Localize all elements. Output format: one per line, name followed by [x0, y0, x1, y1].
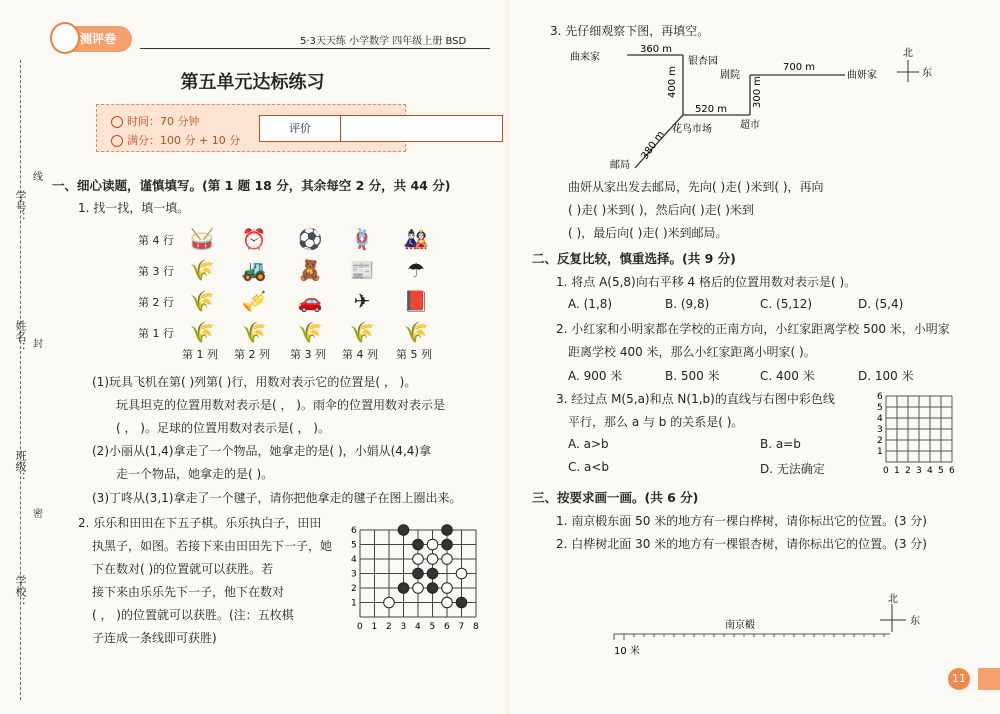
grid-item-icon: 🌾	[189, 258, 215, 282]
black-stone[interactable]	[442, 525, 453, 536]
axis-tick: 5	[938, 466, 944, 476]
time-text: 时间：70 分钟	[127, 115, 200, 128]
name-label: 姓名：	[14, 320, 27, 353]
place-label: 邮局	[610, 160, 630, 171]
axis-tick: 5	[429, 622, 436, 632]
place-label: 超市	[740, 120, 760, 131]
option[interactable]: C. a<b	[568, 460, 610, 474]
north-label: 北	[903, 48, 913, 59]
grid-item-icon: 🌾	[241, 320, 267, 344]
q2-line: 2. 乐乐和田田在下五子棋。乐乐执白子，田田	[78, 516, 322, 530]
s2-q2: 2. 小红家和小明家都在学校的正南方向，小红家距离学校 500 米，小明家	[556, 322, 950, 336]
axis-tick: 1	[894, 466, 900, 476]
column-label: 第 5 列	[396, 348, 432, 361]
white-stone[interactable]	[384, 597, 395, 608]
option[interactable]: D. (5,4)	[858, 297, 904, 311]
side-mark: 密	[33, 509, 43, 520]
section-1-heading: 一、细心读题，谨慎填写。(第 1 题 18 分，其余每空 2 分，共 44 分)	[52, 178, 451, 193]
distance-label: 700 m	[783, 62, 816, 73]
axis-tick: 3	[877, 425, 883, 435]
grid-item-icon: 🎺	[241, 289, 267, 313]
q1-line: 走一个物品，她拿走的是( )。	[116, 467, 274, 481]
page-number: 11	[948, 668, 970, 690]
s2-q1: 1. 将点 A(5,8)向右平移 4 格后的位置用数对表示是( )。	[556, 275, 857, 289]
s2-q2: 距离学校 400 米，那么小红家距离小明家( )。	[568, 345, 816, 359]
white-stone[interactable]	[442, 554, 453, 565]
grid-item-icon: ⏰	[241, 227, 267, 251]
grid-item-icon: 🧸	[297, 258, 323, 282]
grid-item-icon: 🌾	[297, 320, 323, 344]
axis-tick: 1	[351, 598, 357, 609]
axis-tick: 2	[351, 584, 357, 594]
axis-tick: 4	[927, 466, 933, 476]
black-stone[interactable]	[427, 568, 438, 579]
axis-tick: 2	[877, 436, 883, 446]
grade-box	[259, 115, 503, 142]
option[interactable]: C. (5,12)	[760, 297, 813, 311]
distance-label: 520 m	[695, 104, 728, 115]
grid-item-icon: 🌾	[349, 320, 375, 344]
q1-line: 玩具坦克的位置用数对表示是( ， )。雨伞的位置用数对表示是	[116, 398, 445, 412]
side-mark: 线	[33, 172, 43, 183]
distance-label: 300 m	[752, 75, 763, 108]
east-label: 东	[922, 68, 932, 79]
score-row	[111, 132, 240, 148]
axis-tick: 7	[458, 622, 465, 632]
place-label: 曲来家	[570, 52, 600, 63]
east-label: 东	[910, 616, 920, 627]
grade-field[interactable]	[341, 116, 502, 141]
axis-tick: 6	[444, 622, 450, 632]
q1-line: (2)小丽从(1,4)拿走了一个物品，她拿走的是( )，小娟从(4,4)拿	[92, 444, 432, 458]
axis-tick: 1	[371, 622, 378, 632]
grid-item-icon: 🌾	[189, 320, 215, 344]
axis-tick: 6	[949, 466, 955, 476]
right-page	[510, 0, 1000, 714]
q1-line: ( ， )。足球的位置用数对表示是( ， )。	[116, 421, 330, 435]
coordinate-grid	[872, 390, 984, 485]
column-label: 第 2 列	[234, 348, 270, 361]
axis-tick: 2	[386, 622, 392, 632]
grid-item-icon: 🎎	[403, 227, 429, 251]
s3-q1: 1. 南京椴东面 50 米的地方有一棵白桦树，请你标出它的位置。(3 分)	[556, 514, 927, 528]
black-stone[interactable]	[398, 583, 409, 594]
option[interactable]: D. 无法确定	[760, 462, 825, 476]
section-2-heading: 二、反复比较，慎重选择。(共 9 分)	[532, 251, 736, 266]
s3-q2: 2. 白桦树北面 30 米的地方有一棵银杏树，请你标出它的位置。(3 分)	[556, 537, 927, 551]
axis-tick: 3	[400, 622, 407, 632]
black-stone[interactable]	[398, 525, 409, 536]
tree-label: 南京椴	[725, 620, 755, 631]
black-stone[interactable]	[413, 568, 424, 579]
row-label: 第 4 行	[138, 234, 174, 247]
book-header: 5·3天天练 小学数学 四年级上册 BSD	[300, 36, 467, 47]
axis-tick: 0	[357, 622, 363, 632]
section-3-heading: 三、按要求画一画。(共 6 分)	[532, 490, 699, 505]
student-id-label: 学号：	[14, 190, 27, 223]
test-badge	[52, 26, 132, 52]
q2-line: 执黑子，如图。若接下来由田田先下一子，她	[92, 539, 333, 553]
place-label: 剧院	[720, 70, 740, 81]
grid-item-icon: 📰	[349, 258, 375, 282]
school-label: 学校：	[14, 575, 27, 608]
axis-tick: 4	[351, 555, 357, 565]
q1-title: 1. 找一找，填一填。	[78, 201, 190, 215]
option[interactable]: A. (1,8)	[568, 297, 613, 311]
distance-label: 400 m	[667, 65, 678, 98]
mascot-icon	[50, 22, 80, 54]
clock-icon	[111, 116, 123, 128]
q2-line: 接下来由乐乐先下一子，他下在数对	[92, 585, 285, 599]
axis-tick: 4	[877, 414, 883, 424]
axis-tick: 4	[415, 622, 421, 632]
column-label: 第 1 列	[182, 348, 218, 361]
black-stone[interactable]	[442, 539, 453, 550]
north-label: 北	[888, 594, 898, 605]
white-stone[interactable]	[427, 539, 438, 550]
black-stone[interactable]	[427, 583, 438, 594]
row-label: 第 3 行	[138, 265, 174, 278]
distance-label: 380 m	[639, 129, 667, 162]
option[interactable]: C. 400 米	[760, 369, 815, 383]
white-stone[interactable]	[456, 568, 467, 579]
q3-line: ( )，最后向( )走( )米到邮局。	[568, 226, 728, 240]
info-box	[96, 104, 406, 152]
badge-label: 测评卷	[80, 32, 117, 46]
grid-item-icon: ☂	[407, 258, 425, 282]
axis-tick: 6	[877, 392, 883, 402]
q2-line: 子连成一条线即可获胜)	[92, 631, 217, 645]
score-text: 满分：100 分 + 10 分	[127, 134, 241, 147]
gomoku-board	[352, 515, 487, 630]
grid-item-icon: 🌾	[403, 320, 429, 344]
q1-line: (3)丁咚从(3,1)拿走了一个毽子，请你把他拿走的毽子在图上圈出来。	[92, 491, 462, 505]
route-map	[570, 40, 930, 170]
binding-margin	[0, 0, 50, 714]
edge-tab	[978, 668, 1000, 690]
grid-item-icon: 📕	[403, 289, 429, 313]
grid-item-icon: 🌾	[189, 289, 215, 313]
axis-tick: 3	[916, 466, 922, 476]
grid-item-icon: 🪢	[349, 227, 375, 251]
axis-tick: 5	[877, 403, 883, 413]
white-stone[interactable]	[427, 554, 438, 565]
time-row	[111, 113, 200, 129]
place-label: 花鸟市场	[672, 124, 712, 135]
s2-q3: 3. 经过点 M(5,a)和点 N(1,b)的直线与右图中彩色线	[556, 392, 835, 406]
axis-tick: 0	[883, 466, 889, 476]
compass-icon	[897, 47, 932, 82]
header-rule	[140, 48, 490, 49]
axis-tick: 6	[351, 526, 357, 536]
drawing-area	[610, 592, 940, 662]
place-label: 曲妍家	[847, 70, 877, 81]
row-label: 第 2 行	[138, 296, 174, 309]
grid-item-icon: ⚽	[297, 227, 323, 251]
column-label: 第 3 列	[290, 348, 326, 361]
axis-tick: 5	[351, 540, 357, 551]
white-stone[interactable]	[413, 554, 424, 565]
black-stone[interactable]	[456, 597, 467, 608]
compass-icon	[880, 593, 920, 632]
option[interactable]: B. 500 米	[665, 369, 720, 383]
option[interactable]: A. a>b	[568, 437, 609, 451]
place-label: 银杏园	[688, 56, 718, 67]
page-title: 第五单元达标练习	[180, 72, 325, 93]
s2-q3: 平行，那么 a 与 b 的关系是( )。	[568, 415, 744, 429]
q1-line: (1)玩具飞机在第( )列第( )行，用数对表示它的位置是( ， )。	[92, 375, 417, 389]
axis-tick: 8	[473, 622, 479, 632]
column-label: 第 4 列	[342, 348, 378, 361]
q2-line: ( ， )的位置就可以获胜。(注：五枚棋	[92, 608, 294, 622]
option[interactable]: B. a=b	[760, 437, 801, 451]
class-label: 班级：	[14, 450, 27, 483]
white-stone[interactable]	[442, 583, 453, 594]
distance-label: 360 m	[640, 44, 673, 55]
grid-item-icon: ✈	[353, 289, 371, 313]
axis-tick: 2	[905, 466, 911, 476]
grid-item-icon: 🥁	[189, 227, 215, 251]
option[interactable]: D. 100 米	[858, 369, 914, 383]
scale-label: 10 米	[614, 646, 640, 657]
axis-tick: 1	[877, 447, 883, 457]
black-stone[interactable]	[413, 539, 424, 550]
side-mark: 封	[33, 339, 43, 350]
white-stone[interactable]	[413, 583, 424, 594]
q3-title: 3. 先仔细观察下图，再填空。	[550, 24, 710, 38]
row-label: 第 1 行	[138, 327, 174, 340]
white-stone[interactable]	[442, 597, 453, 608]
grid-item-icon: 🚗	[297, 289, 323, 313]
option[interactable]: A. 900 米	[568, 369, 623, 383]
q3-line: 曲妍从家出发去邮局，先向( )走( )米到( )，再向	[568, 180, 824, 194]
star-icon	[111, 135, 123, 147]
axis-tick: 3	[351, 569, 357, 580]
q3-line: ( )走( )米到( )，然后向( )走( )米到	[568, 203, 754, 217]
q2-line: 下在数对( )的位置就可以获胜。若	[92, 562, 274, 576]
grade-label: 评价	[260, 116, 341, 141]
option[interactable]: B. (9,8)	[665, 297, 710, 311]
grid-item-icon: 🚜	[241, 258, 267, 282]
